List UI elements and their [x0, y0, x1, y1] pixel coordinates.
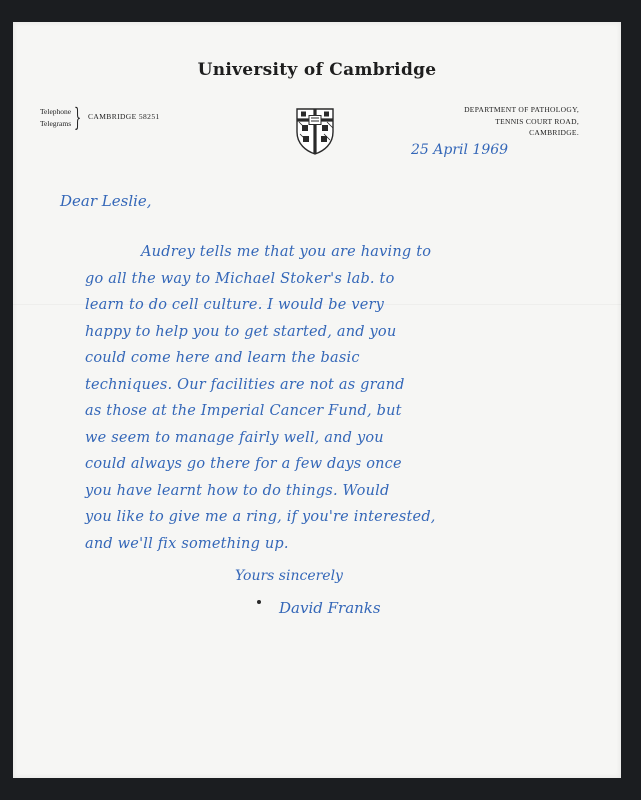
brace-glyph: }	[74, 103, 82, 132]
body-line: Audrey tells me that you are having to	[141, 244, 432, 260]
phone-number: CAMBRIDGE 58251	[88, 112, 160, 121]
department-line: DEPARTMENT OF PATHOLOGY,	[464, 105, 579, 114]
university-crest-icon	[294, 106, 336, 156]
contact-block	[40, 103, 190, 136]
letter-date: 25 April 1969	[411, 142, 509, 158]
body-line: and we'll fix something up.	[85, 536, 289, 552]
body-line: learn to do cell culture. I would be very	[85, 297, 385, 313]
closing: Yours sincerely	[235, 568, 343, 584]
department-line: CAMBRIDGE.	[529, 128, 579, 137]
telegrams-label: Telegrams	[40, 119, 72, 128]
salutation: Dear Leslie,	[60, 192, 152, 210]
body-line: you have learnt how to do things. Would	[85, 483, 390, 499]
department-line: TENNIS COURT ROAD,	[495, 116, 579, 126]
letter-page	[13, 22, 621, 778]
body-line: could come here and learn the basic	[85, 350, 360, 366]
body-line: we seem to manage fairly well, and you	[85, 430, 384, 446]
signature: David Franks	[279, 599, 381, 617]
body-line: could always go there for a few days once	[85, 456, 402, 472]
ink-dot	[257, 600, 261, 604]
body-line: happy to help you to get started, and you	[85, 324, 397, 340]
body-line: go all the way to Michael Stoker's lab. to	[85, 271, 395, 287]
telephone-label: Telephone	[40, 107, 72, 116]
department-address	[409, 104, 579, 139]
contact-labels	[40, 106, 71, 130]
body-line: you like to give me a ring, if you're interested,	[85, 509, 436, 525]
letterhead-title: University of Cambridge	[197, 60, 437, 80]
body-line: as those at the Imperial Cancer Fund, but	[85, 403, 402, 419]
body-line: techniques. Our facilities are not as grand	[85, 377, 405, 393]
